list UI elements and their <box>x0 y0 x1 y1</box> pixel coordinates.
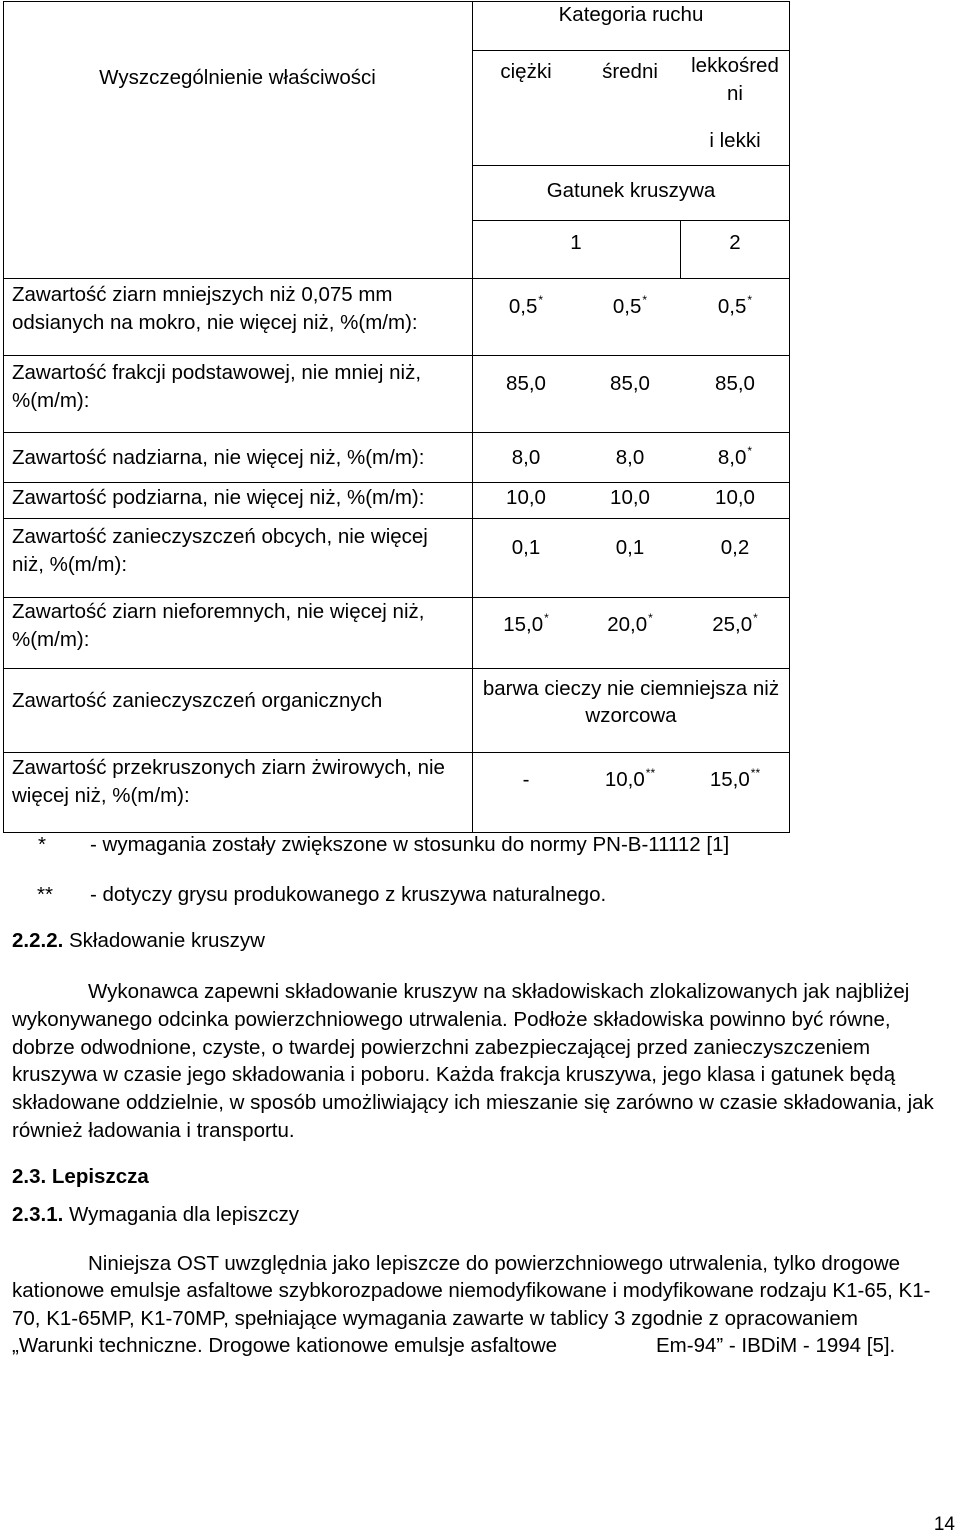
grade-header-cell <box>472 165 790 220</box>
section-heading <box>12 927 265 955</box>
value: 0,5* <box>612 293 648 318</box>
grade-1-label: 1 <box>570 231 582 254</box>
value-cell-heavy <box>472 432 580 482</box>
property-label-cell <box>3 597 472 668</box>
value: 0,5* <box>717 293 753 318</box>
spec-header-cell <box>3 1 472 278</box>
section-number: 2.3. <box>12 1165 47 1188</box>
merged-value-line: barwa cieczy nie ciemniejsza niż <box>482 677 780 700</box>
section-title: Wymagania dla lepiszczy <box>69 1203 299 1226</box>
value-cell-light <box>680 432 790 482</box>
page-number: 14 <box>933 1514 955 1535</box>
footnote-mark: * <box>538 293 544 307</box>
value: 0,1 <box>511 536 541 559</box>
grade-2-label: 2 <box>729 231 741 254</box>
section-heading <box>12 1163 149 1191</box>
property-label-cell <box>3 355 472 432</box>
category-header: Kategoria ruchu <box>558 3 704 26</box>
property-label-cell <box>3 518 472 597</box>
paragraph-line: Niniejsza OST uwzględnia jako lepiszcze do powierzchniowego utrwalenia, tylko drogowe <box>88 1252 901 1275</box>
footnote-mark: * <box>753 611 758 625</box>
light-traffic-label-line: i lekki <box>709 129 761 152</box>
value-cell-medium <box>580 432 680 482</box>
property-label-line: Zawartość zanieczyszczeń obcych, nie więcej <box>12 525 428 548</box>
storage-paragraph <box>12 978 934 1145</box>
value-cell-light <box>680 597 790 668</box>
value: 15,0** <box>709 766 761 791</box>
value: 10,0 <box>715 486 755 509</box>
paragraph-line-segment: Em-94” - IBDiM - 1994 [5]. <box>656 1333 896 1357</box>
binder-requirements-paragraph <box>12 1250 930 1359</box>
paragraph-line <box>12 1332 930 1359</box>
value: 85,0 <box>506 372 546 395</box>
footnote-marker: * <box>38 833 46 856</box>
property-label-line: Zawartość zanieczyszczeń organicznych <box>12 689 383 712</box>
paragraph-line: dobrze odwodnione, czyste, o twardej powierzchni zabezpieczającej przed zanieczyszczeniem <box>12 1035 871 1059</box>
value: 8,0 <box>511 446 541 469</box>
section-number: 2.3.1. <box>12 1203 64 1226</box>
value: 0,5* <box>508 293 544 318</box>
value-cell-light <box>680 355 790 432</box>
section-number: 2.2.2. <box>12 929 64 952</box>
property-label-line: Zawartość nadziarna, nie więcej niż, %(m/m): <box>12 446 425 469</box>
section-title: Lepiszcza <box>51 1165 149 1188</box>
heavy-traffic-header <box>472 50 580 165</box>
footnote-mark: * <box>747 293 753 307</box>
value-cell-light <box>680 278 790 355</box>
value: 8,0 <box>615 446 645 469</box>
value: 10,0 <box>610 486 650 509</box>
merged-value-line: wzorcowa <box>585 704 677 727</box>
property-label-line: Zawartość ziarn mniejszych niż 0,075 mm <box>12 283 393 306</box>
property-label-line: Zawartość frakcji podstawowej, nie mniej niż, <box>12 361 422 384</box>
property-label-line: Zawartość podziarna, nie więcej niż, %(m/m): <box>12 486 425 509</box>
property-label-line: więcej niż, %(m/m): <box>12 784 190 807</box>
paragraph-line: składowane oddzielnie, w sposób umożliwiający ich mieszanie się zarówno w czasie składowania, jak <box>12 1091 934 1115</box>
footnote-text: - dotyczy grysu produkowanego z kruszywa naturalnego. <box>90 883 607 906</box>
value-cell-medium <box>580 482 680 518</box>
value-cell-medium <box>580 278 680 355</box>
light-traffic-label-line: ni <box>727 82 743 105</box>
value-cell-medium <box>580 355 680 432</box>
grade-1-cell <box>472 220 680 278</box>
value-cell-heavy <box>472 482 580 518</box>
category-header-cell <box>472 1 790 50</box>
value-cell-heavy <box>472 597 580 668</box>
grade-2-cell <box>680 220 790 278</box>
section-heading <box>12 1201 299 1229</box>
spec-header: Wyszczególnienie właściwości <box>99 66 376 89</box>
value-cell-light <box>680 518 790 597</box>
value: 85,0 <box>610 372 650 395</box>
paragraph-line: 70, K1-65MP, K1-70MP, spełniające wymagania zawarte w tablicy 3 zgodnie z opracowaniem <box>12 1306 858 1330</box>
value: - <box>522 768 530 791</box>
value: 10,0** <box>604 766 656 791</box>
property-label-line: odsianych na mokro, nie więcej niż, %(m/m): <box>12 311 418 334</box>
property-label-line: Zawartość ziarn nieforemnych, nie więcej niż, <box>12 600 425 623</box>
value-cell-heavy <box>472 752 580 833</box>
value-cell-heavy <box>472 278 580 355</box>
grade-header: Gatunek kruszywa <box>546 179 716 202</box>
medium-traffic-label: średni <box>602 60 658 83</box>
paragraph-line: Wykonawca zapewni składowanie kruszyw na składowiskach zlokalizowanych jak najbliżej <box>88 980 910 1003</box>
property-label-line: niż, %(m/m): <box>12 553 128 576</box>
property-label-cell <box>3 432 472 482</box>
light-traffic-header <box>680 50 790 165</box>
value: 8,0* <box>717 444 753 469</box>
paragraph-line: kruszywa w czasie jego składowania i poboru. Każda frakcja kruszywa, jego klasa i gatunek będą <box>12 1063 896 1087</box>
value: 15,0* <box>503 611 549 636</box>
heavy-traffic-label: ciężki <box>500 60 552 83</box>
medium-traffic-header <box>580 50 680 165</box>
property-label-cell <box>3 482 472 518</box>
paragraph-line-segment: „Warunki techniczne. Drogowe kationowe emulsje asfaltowe <box>12 1333 558 1357</box>
value: 25,0* <box>712 611 758 636</box>
footnote-mark: * <box>642 293 648 307</box>
value: 0,1 <box>615 536 645 559</box>
value: 10,0 <box>506 486 546 509</box>
property-label-line: Zawartość przekruszonych ziarn żwirowych, nie <box>12 756 445 779</box>
footnote-mark: ** <box>645 766 656 780</box>
light-traffic-label-line: lekkośred <box>691 54 779 77</box>
property-label-cell <box>3 278 472 355</box>
value-cell-heavy <box>472 518 580 597</box>
footnote-text: - wymagania zostały zwiększone w stosunku do normy PN-B-11112 [1] <box>90 833 730 856</box>
property-label-cell <box>3 668 472 752</box>
value: 0,2 <box>720 536 750 559</box>
section-title: Składowanie kruszyw <box>69 929 265 952</box>
footnote-mark: * <box>648 611 653 625</box>
value-cell-light <box>680 482 790 518</box>
value-cell-medium <box>580 597 680 668</box>
property-label-line: %(m/m): <box>12 389 90 412</box>
footnote-mark: * <box>747 444 753 458</box>
footnote-marker: ** <box>37 883 53 906</box>
value-cell-medium <box>580 752 680 833</box>
value: 20,0* <box>607 611 653 636</box>
value-cell-medium <box>580 518 680 597</box>
footnote-mark: ** <box>750 766 761 780</box>
paragraph-line: również ładowania i transportu. <box>12 1118 295 1142</box>
value: 85,0 <box>715 372 755 395</box>
property-label-line: %(m/m): <box>12 628 90 651</box>
paragraph-line: kationowe emulsje asfaltowe szybkorozpadowe niemodyfikowane i modyfikowane rodzaju K1-65, K1- <box>12 1279 931 1303</box>
merged-value-cell <box>472 668 790 752</box>
value-cell-heavy <box>472 355 580 432</box>
paragraph-line: wykonywanego odcinka powierzchniowego utrwalenia. Podłoże składowiska powinno być równe, <box>12 1007 891 1031</box>
property-label-cell <box>3 752 472 833</box>
value-cell-light <box>680 752 790 833</box>
footnote-mark: * <box>544 611 549 625</box>
